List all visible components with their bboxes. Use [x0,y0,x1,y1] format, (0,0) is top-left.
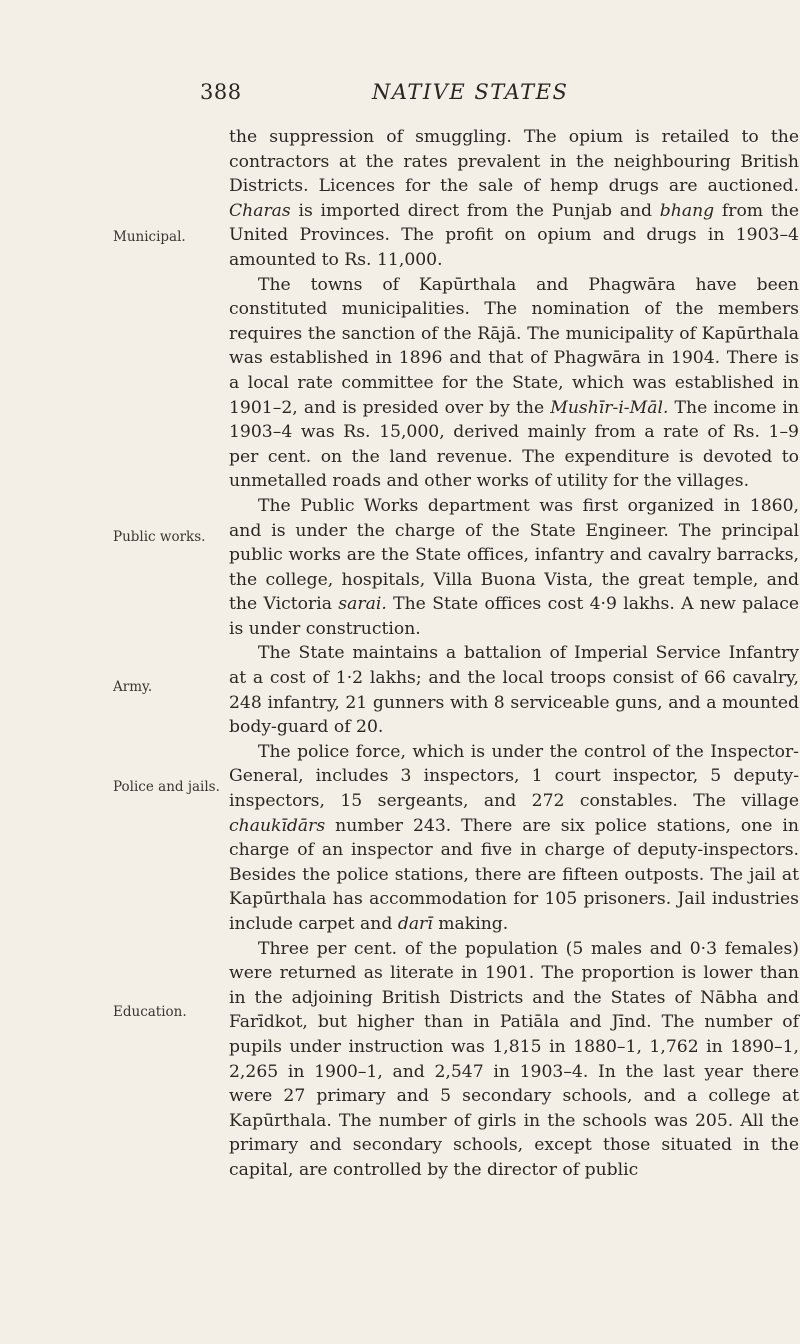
text-run: making. [432,914,509,934]
text-run: The State maintains a battalion of Imperial Service Infantry at a cost of 1·2 lakhs; and the local troops consist of 66 cavalry, 248 infantry, 21 gunners with 8 serviceable guns, and a mounted body-guard of 20. [229,643,799,738]
paragraph-smuggling [229,125,799,273]
italic-term: bhang [659,200,715,221]
italic-term: chaukīdārs [229,815,326,836]
paragraph-army [229,641,799,739]
text-run: The police force, which is under the control of the Inspector-General, includes 3 inspectors, 1 court inspector, 5 deputy-inspectors, 15 sergeants, and 272 constables. The village [229,741,799,812]
page-number: 388 [200,80,242,104]
paragraph-municipal [229,273,799,494]
margin-note-army: Army. [113,679,153,695]
text-run: Three per cent. of the population (5 males and 0·3 females) were returned as literate in 1901. The proportion is lower than in the adjoining British Districts and the States of Nābha and Farīdkot, but higher than in Patiāla and Jīnd. The number of pupils under instruction was 1,815 in 1880–1, 1,762 in 1890–1, 2,265 in 1900–1, and 2,547 in 1903–4. In the last year there were 27 primary and 5 secondary schools, and a college at Kapūrthala. The number of girls in the schools was 205. All the primary and secondary schools, except those situated in the capital, are controlled by the director of public [229,938,799,1180]
text-run: The income in 1903–4 was Rs. 15,000, derived mainly from a rate of Rs. 1–9 per cent. on the land revenue. The expenditure is devoted to unmetalled roads and other works of utility for the villages. [229,397,800,492]
paragraph-public-works [229,494,799,642]
italic-term: sarai. [338,594,387,615]
text-run: The Public Works department was first organized in 1860, and is under the charge of the State Engineer. The principal public works are the State offices, infantry and cavalry barracks, the college, hospitals, Villa Buona Vista, the great temple, and the Victoria [229,495,799,615]
page-header [200,80,600,110]
running-title: NATIVE STATES [372,80,569,104]
text-run: the suppression of smuggling. The opium is retailed to the contractors at the rates prevalent in the neighbouring British Districts. Licences for the sale of hemp drugs are auctioned. [229,127,799,197]
margin-note-education: Education. [113,1004,187,1020]
body-text [229,125,799,1183]
margin-note-municipal: Municipal. [113,229,186,245]
paragraph-police-jails [229,740,799,937]
margin-note-public-works: Public works. [113,529,206,545]
italic-term: darī [397,914,433,934]
margin-note-police-jails: Police and jails. [113,779,220,795]
text-run: number 243. There are six police stations, one in charge of an inspector and five in charge of deputy-inspectors. Besides the police stations, there are fifteen outposts. The jail at Kapūrthala has accommodation for 105 prisoners. Jail industries include carpet and [229,815,799,934]
text-run: from the United Provinces. The profit on opium and drugs in 1903–4 amounted to Rs. 11,000. [229,200,799,270]
text-run: is imported direct from the Punjab and [290,200,660,221]
text-run: The towns of Kapūrthala and Phagwāra have been constituted municipalities. The nomination of the members requires the sanction of the Rājā. The municipality of Kapūrthala was established in 1896 and that of Phagwāra in 1904. There is a local rate committee for the State, which was established in 1901–2, and is presided over by the [229,274,799,418]
italic-term: Charas [229,200,291,221]
paragraph-education [229,937,799,1183]
text-run: The State offices cost 4·9 lakhs. A new palace is under construction. [229,594,799,639]
italic-term: Mushīr-i-Māl. [550,397,669,418]
